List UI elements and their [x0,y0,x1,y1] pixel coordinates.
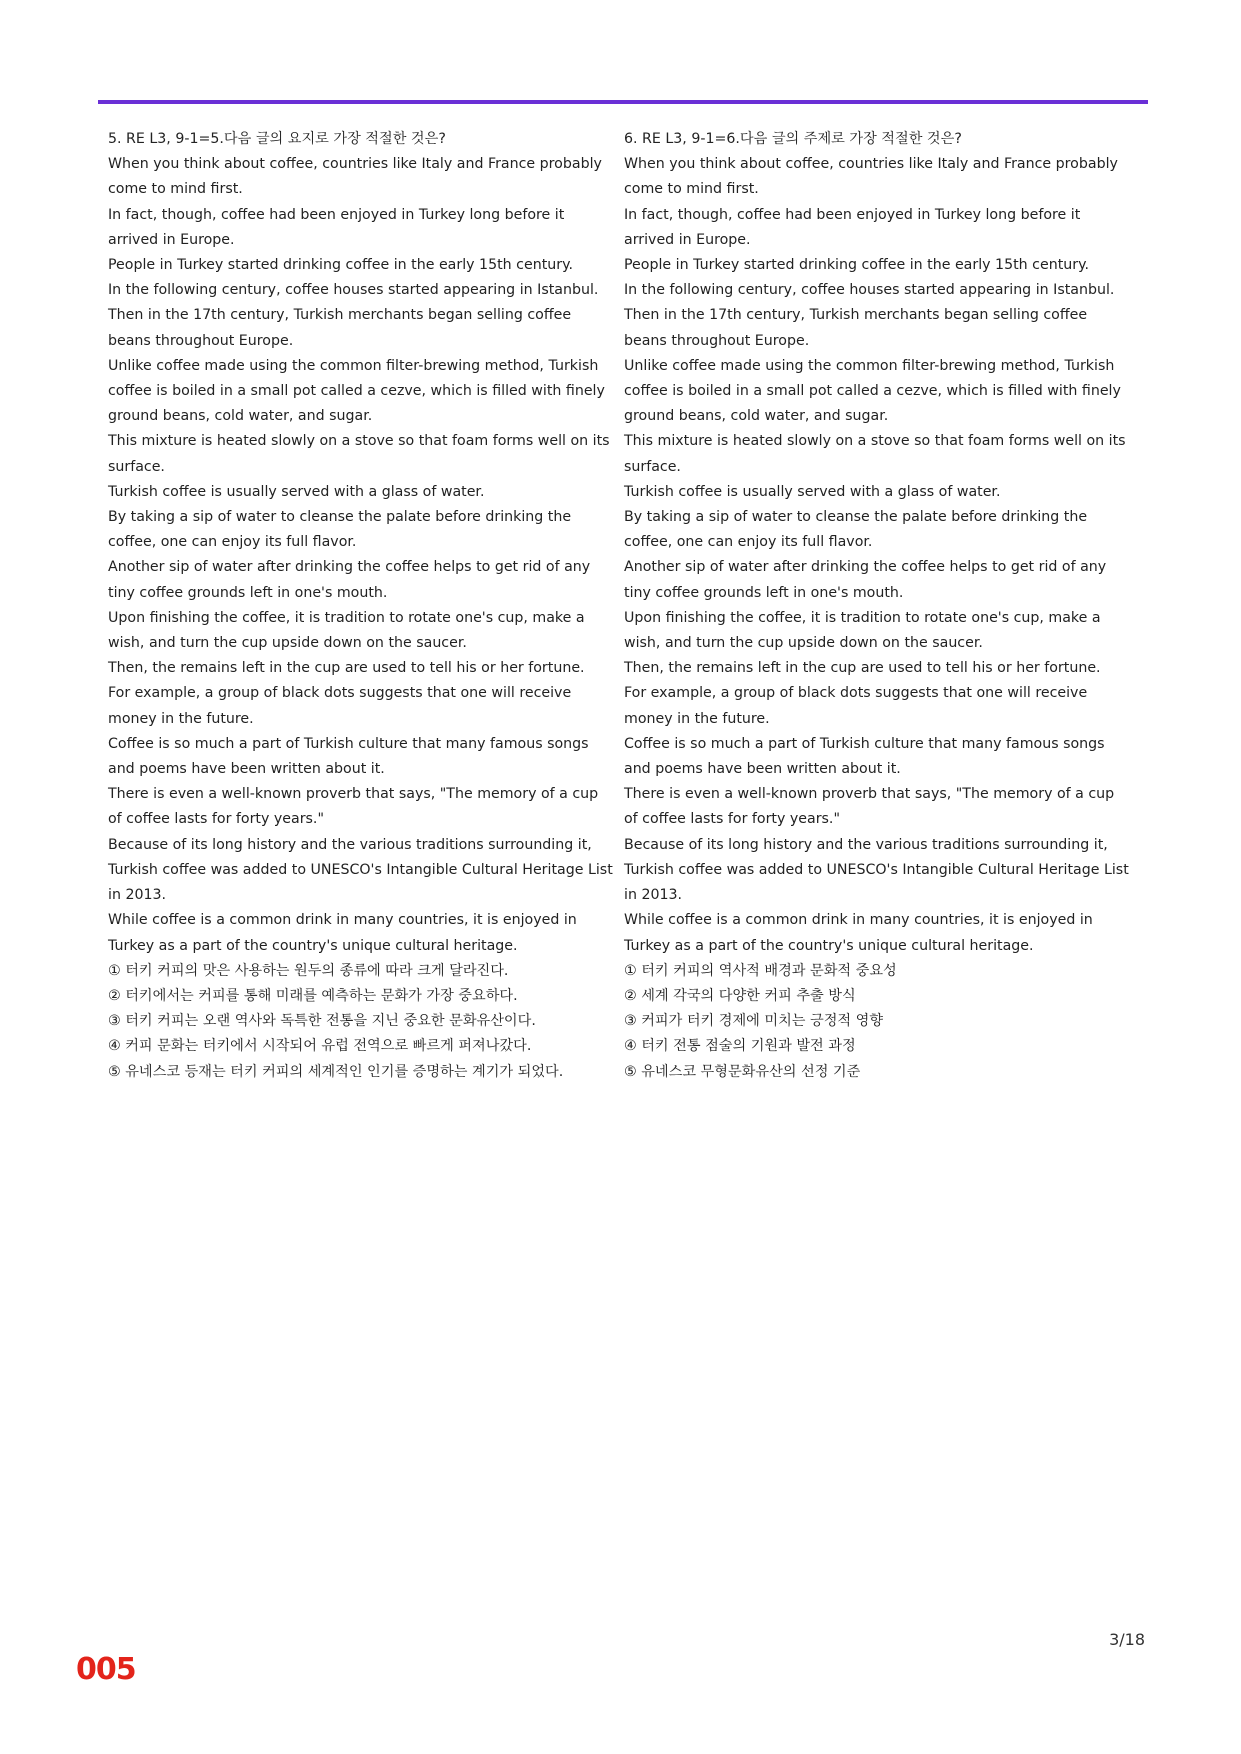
passage-sentence: There is even a well-known proverb that says, "The memory of a cup of coffee lasts for forty years." [624,786,1115,828]
passage-sentence: People in Turkey started drinking coffee in the early 15th century. [624,257,1089,274]
answer-option-2: ② 세계 각국의 다양한 커피 추출 방식 [624,987,856,1004]
passage-sentence: People in Turkey started drinking coffee in the early 15th century. [108,257,573,274]
passage-sentence: Another sip of water after drinking the coffee helps to get rid of any tiny coffee grounds left in one's mouth. [624,559,1107,601]
passage-sentence: Turkish coffee is usually served with a glass of water. [624,483,1001,500]
passage-sentence: Upon finishing the coffee, it is tradition to rotate one's cup, make a wish, and turn the cup upside down on the saucer. [108,609,585,652]
passage-sentence: Because of its long history and the various traditions surrounding it, Turkish coffee was added to UNESCO's Intangible Cultural Heritage List in 2013. [108,836,613,904]
passage-sentence: In the following century, coffee houses started appearing in Istanbul. [108,282,599,299]
passage-sentence: Turkish coffee is usually served with a glass of water. [108,483,485,500]
answer-option-2: ② 터키에서는 커피를 통해 미래를 예측하는 문화가 가장 중요하다. [108,987,518,1004]
question-heading: 5. RE L3, 9-1=5.다음 글의 요지로 가장 적절한 것은? [108,131,446,147]
passage-sentence: Then in the 17th century, Turkish merchants began selling coffee beans throughout Europe. [624,307,1088,349]
passage-sentence: Coffee is so much a part of Turkish culture that many famous songs and poems have been written about it. [624,735,1105,778]
passage-sentence: Then, the remains left in the cup are used to tell his or her fortune. [108,660,585,677]
passage-sentence: For example, a group of black dots suggests that one will receive money in the future. [108,685,572,727]
header-rule [98,100,1148,104]
answer-option-5: ⑤ 유네스코 무형문화유산의 선정 기준 [624,1063,861,1080]
passage-sentence: When you think about coffee, countries like Italy and France probably come to mind first. [624,156,1118,198]
page-number: 3/18 [1109,1630,1145,1649]
passage-sentence: While coffee is a common drink in many countries, it is enjoyed in Turkey as a part of the country's unique cultural heritage. [108,912,577,954]
answer-option-3: ③ 커피가 터키 경제에 미치는 긍정적 영향 [624,1013,884,1030]
answer-option-5: ⑤ 유네스코 등재는 터키 커피의 세계적인 인기를 증명하는 계기가 되었다. [108,1063,564,1080]
answer-option-3: ③ 터키 커피는 오랜 역사와 독특한 전통을 지닌 중요한 문화유산이다. [108,1013,536,1030]
passage-sentence: For example, a group of black dots suggests that one will receive money in the future. [624,685,1088,727]
passage-sentence: When you think about coffee, countries like Italy and France probably come to mind first. [108,156,602,198]
passage-sentence: Coffee is so much a part of Turkish culture that many famous songs and poems have been written about it. [108,735,589,778]
answer-option-1: ① 터키 커피의 역사적 배경과 문화적 중요성 [624,962,897,979]
passage-sentence: Unlike coffee made using the common filter-brewing method, Turkish coffee is boiled in a small pot called a cezve, which is filled with finely ground beans, cold water, and sugar. [108,357,605,425]
passage-sentence: This mixture is heated slowly on a stove so that foam forms well on its surface. [108,433,610,475]
passage-sentence: While coffee is a common drink in many countries, it is enjoyed in Turkey as a part of the country's unique cultural heritage. [624,912,1093,954]
question-heading: 6. RE L3, 9-1=6.다음 글의 주제로 가장 적절한 것은? [624,131,962,147]
question-5 [108,127,613,1085]
answer-option-1: ① 터키 커피의 맛은 사용하는 원두의 종류에 따라 크게 달라진다. [108,962,509,979]
passage-sentence: Because of its long history and the various traditions surrounding it, Turkish coffee was added to UNESCO's Intangible Cultural Heritage List in 2013. [624,836,1129,904]
passage-sentence: In fact, though, coffee had been enjoyed in Turkey long before it arrived in Europe. [108,206,565,248]
question-6 [624,127,1129,1085]
passage-sentence: By taking a sip of water to cleanse the palate before drinking the coffee, one can enjoy its full flavor. [108,509,572,551]
passage-sentence: Unlike coffee made using the common filter-brewing method, Turkish coffee is boiled in a small pot called a cezve, which is filled with finely ground beans, cold water, and sugar. [624,357,1121,425]
answer-option-4: ④ 커피 문화는 터키에서 시작되어 유럽 전역으로 빠르게 퍼져나갔다. [108,1038,532,1055]
passage-sentence: This mixture is heated slowly on a stove so that foam forms well on its surface. [624,433,1126,475]
passage-sentence: In the following century, coffee houses started appearing in Istanbul. [624,282,1115,299]
passage-sentence: There is even a well-known proverb that says, "The memory of a cup of coffee lasts for forty years." [108,786,599,828]
answer-option-4: ④ 터키 전통 점술의 기원과 발전 과정 [624,1038,856,1055]
passage-sentence: In fact, though, coffee had been enjoyed in Turkey long before it arrived in Europe. [624,206,1081,248]
passage-sentence: Then, the remains left in the cup are used to tell his or her fortune. [624,660,1101,677]
passage-sentence: Another sip of water after drinking the coffee helps to get rid of any tiny coffee grounds left in one's mouth. [108,559,591,601]
passage-sentence: Then in the 17th century, Turkish merchants began selling coffee beans throughout Europe. [108,307,572,349]
footer-code: 005 [76,1652,136,1687]
passage-sentence: Upon finishing the coffee, it is tradition to rotate one's cup, make a wish, and turn the cup upside down on the saucer. [624,609,1101,652]
passage-sentence: By taking a sip of water to cleanse the palate before drinking the coffee, one can enjoy its full flavor. [624,509,1088,551]
